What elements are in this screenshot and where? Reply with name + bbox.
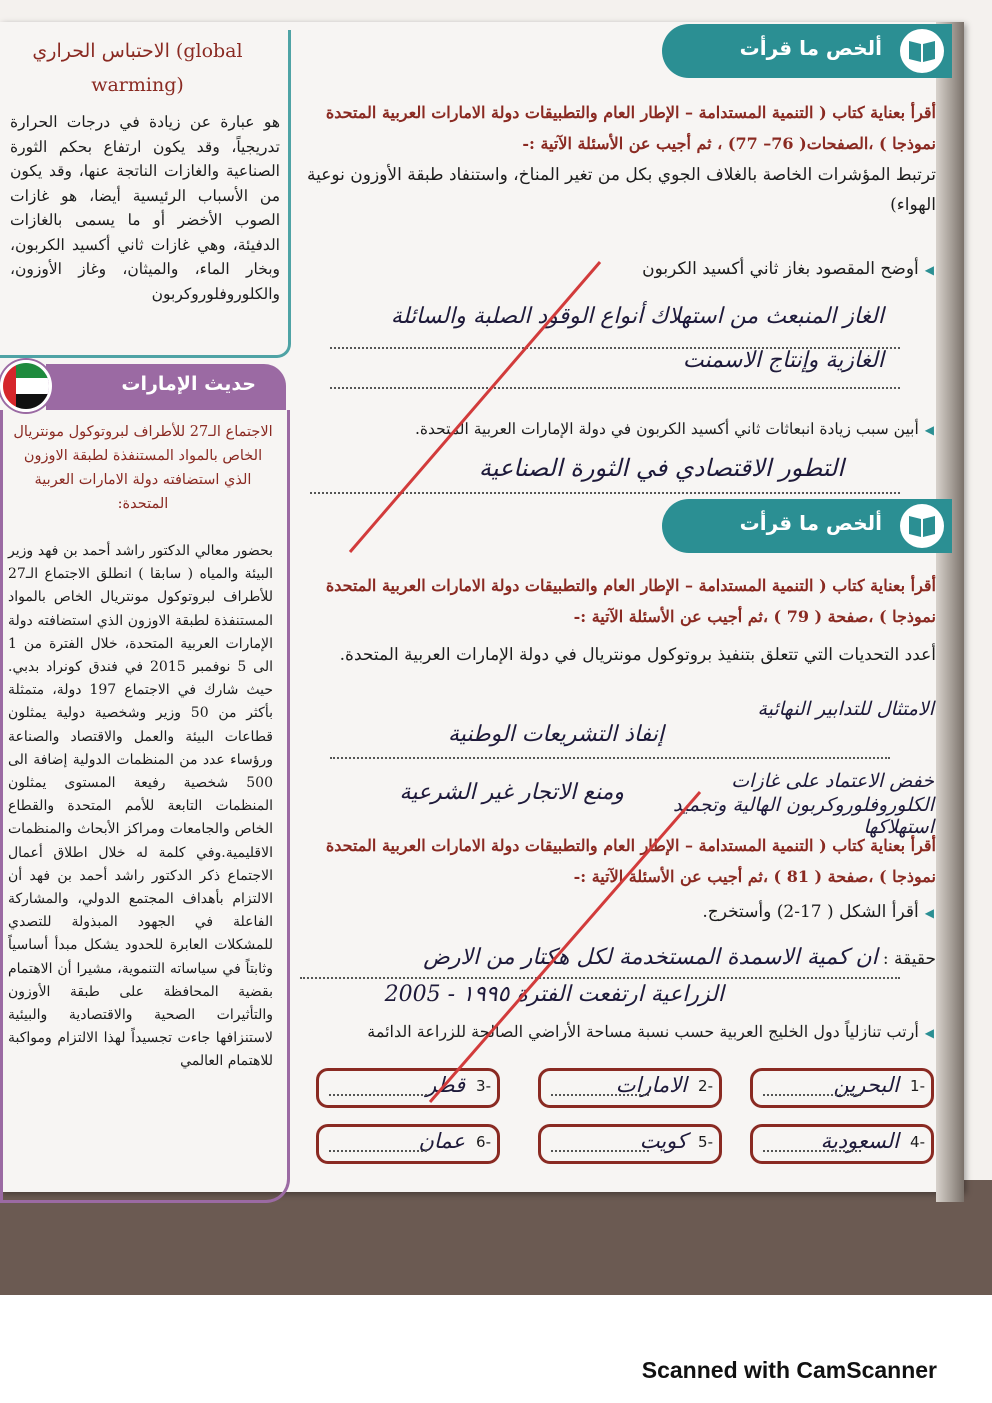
section2-instruction: أقرأ بعناية كتاب ( التنمية المستدامة – الإطار العام والتطبيقات دولة الامارات العربية المتحدة نموذجا ) ،صفحة ( 79 ) ،ثم أجيب عن الأسئلة الآتية :- (325, 576, 936, 626)
section2-tab (662, 499, 952, 553)
uae-news-subheading: الاجتماع الـ27 للأطراف لبروتوكول مونتريال الخاص بالمواد المستنفذة لطبقة الاوزون الذي استضافته دولة الامارات العربية المتحدة: (13, 424, 273, 512)
rank-number: 5- (698, 1133, 713, 1151)
section1-tab-label: ألخص ما قرأت (739, 36, 882, 60)
section3-question1: ◀أقرأ الشكل ( 17-2) وأستخرج. (702, 902, 934, 922)
section1-instruction: أقرأ بعناية كتاب ( التنمية المستدامة – الإطار العام والتطبيقات دولة الامارات العربية المتحدة نموذجا ) ،الصفحات( 76– 77) ، ثم أجيب عن الأسئلة الآتية :- (325, 103, 936, 153)
section3-fact-line2: الزراعية ارتفعت الفترة ١٩٩٥ - 2005 (384, 982, 724, 1007)
section2-answer3: ومنع الاتجار غير الشرعية (399, 780, 624, 805)
rank-answer: البحرين (833, 1073, 899, 1097)
section3-question1-text: أقرأ الشكل ( 17-2) وأستخرج. (702, 902, 919, 922)
global-warming-box (0, 30, 291, 358)
red-check-mark-1 (330, 252, 630, 572)
section3-question2: ◀أرتب تنازلياً دول الخليج العربية حسب نسبة مساحة الأراضي الصالحة للزراعة الدائمة (367, 1022, 934, 1041)
rank-answer: كويت (639, 1129, 687, 1153)
rank-number: 6- (476, 1133, 491, 1151)
uae-news-text: بحضور معالي الدكتور راشد أحمد بن فهد وزير البيئة والمياه ( سابقا ) انطلق الاجتماع الـ27 للأطراف لبروتوكول مونتريال الخاص بالمواد المستنفذة لطبقة الاوزون الذي استضافته دولة الإمارات العربية المتحدة، خلال الفترة من 1 الى 5 نوفمبر 2015 في فندق كونراد بدبي. حيث شارك في الاجتماع 197 دولة، متمثلة بأكثر من 50 وزير وشخصية دولية يمثلون قطاعات البيئة والعمل والاقتصاد والصناعة ورؤساء عدد من المنظمات الدولية إضافة الى 500 شخصية رفيعة المستوى يمثلون المنظمات التابعة للأمم المتحدة والقطاع الخاص والجامعات ومراكز الأبحاث والمنظمات الاقليمية.وفي كلمة له خلال اطلاق أعمال الاجتماع ذكر الدكتور راشد أحمد بن فهد أن الالتزام بأهداف المجتمع الدولي، والمشاركة الفاعلة في الجهود المبذولة للتصدي للمشكلات العابرة للحدود يشكل مبدأ أساسياً وثابتاً في سياساته التنموية، مشيرا أن الاهتمام بقضية المحافظة على طبقة الأوزون والتأثيرات الصحية والاقتصادية والبيئية لاستنزافها جاءت تجسيداً لهذا الالتزام ومواكبة للاهتمام العالمي (8, 543, 273, 1070)
scanner-watermark: Scanned with CamScanner (641, 1357, 937, 1383)
global-warming-title: الاحتباس الحراري (global warming) (32, 40, 243, 96)
red-check-mark-2 (420, 782, 720, 1122)
uae-news-tab (46, 364, 286, 410)
section1-intro: ترتبط المؤشرات الخاصة بالغلاف الجوي بكل من تغير المناخ، واستنفاد طبقة الأوزون نوعية الهواء) (306, 165, 936, 215)
book-icon (900, 29, 944, 73)
section3-instruction: أقرأ بعناية كتاب ( التنمية المستدامة – الإطار العام والتطبيقات دولة الامارات العربية المتحدة نموذجا ) ،صفحة ( 81 ) ،ثم أجيب عن الأسئلة الآتية :- (325, 836, 936, 886)
rank-answer: قطر (426, 1073, 465, 1097)
section2-question: أعدد التحديات التي تتعلق بتنفيذ بروتوكول مونتريال في دولة الإمارات العربية المتحدة. (339, 645, 936, 665)
section2-tab-label: ألخص ما قرأت (739, 511, 882, 535)
rank-number: 4- (910, 1133, 925, 1151)
rank-answer: السعودية (820, 1129, 899, 1153)
section3-fact-line1: ان كمية الاسمدة المستخدمة لكل هكتار من الارض (423, 945, 878, 970)
section1-answer2: التطور الاقتصادي في الثورة الصناعية (478, 454, 844, 482)
section2-answer4-line1: خفض الاعتماد على غازات (731, 770, 934, 792)
ranking-box-5 (538, 1124, 722, 1164)
section1-question2: ◀أبين سبب زيادة انبعاثات ثاني أكسيد الكربون في دولة الإمارات العربية المتحدة. (414, 420, 934, 438)
uae-news-title: حديث الإمارات (121, 373, 256, 395)
answer-line (330, 757, 890, 759)
section2-answer4-line2: الكلوروفلوروكربون الهالية وتجميد استهلاكها (673, 794, 934, 838)
page-binding (936, 22, 964, 1202)
section1-answer1-line2: الغازية وإنتاج الاسمنت (682, 348, 884, 373)
section3-question2-text: أرتب تنازلياً دول الخليج العربية حسب نسبة مساحة الأراضي الصالحة للزراعة الدائمة (367, 1022, 919, 1041)
section1-tab (662, 24, 952, 78)
section1-question1-text: أوضح المقصود بغاز ثاني أكسيد الكربون (642, 259, 919, 279)
ranking-box-1 (750, 1068, 934, 1108)
workbook-page (0, 22, 964, 1192)
uae-news-box (0, 360, 290, 1200)
section2-answer1: الامتثال للتدابير النهائية (757, 698, 934, 720)
rank-number: 3- (476, 1077, 491, 1095)
section1-question1: ◀أوضح المقصود بغاز ثاني أكسيد الكربون (642, 259, 934, 279)
uae-flag-icon (0, 360, 52, 412)
section1-answer1-line1: الغاز المنبعث من استهلاك أنواع الوقود الصلبة والسائلة (390, 304, 884, 329)
ranking-box-4 (750, 1124, 934, 1164)
rank-answer: الامارات (615, 1073, 687, 1097)
global-warming-text: هو عبارة عن زيادة في درجات الحرارة تدريجياً، وقد يكون ارتفاع بحكم الثورة الصناعية والغازات الناتجة عنها، وقد يكون من الأسباب الرئيسية أيضا، هو غازات الصوب الأخضر أو ما يسمى بالغازات الدفيئة، وهي غازات ثاني أكسيد الكربون، وبخار الماء، والميثان، وغاز الأوزون، والكلوروفلوروكربون (10, 113, 280, 303)
section3-fact-label: حقيقة : (882, 949, 936, 969)
rank-number: 2- (698, 1077, 713, 1095)
ranking-box-6 (316, 1124, 500, 1164)
section1-question2-text: أبين سبب زيادة انبعاثات ثاني أكسيد الكربون في دولة الإمارات العربية المتحدة. (414, 420, 919, 438)
rank-answer: عمان (418, 1129, 465, 1153)
section2-answer2: إنفاذ التشريعات الوطنية (448, 722, 664, 747)
book-icon (900, 504, 944, 548)
rank-number: 1- (910, 1077, 925, 1095)
